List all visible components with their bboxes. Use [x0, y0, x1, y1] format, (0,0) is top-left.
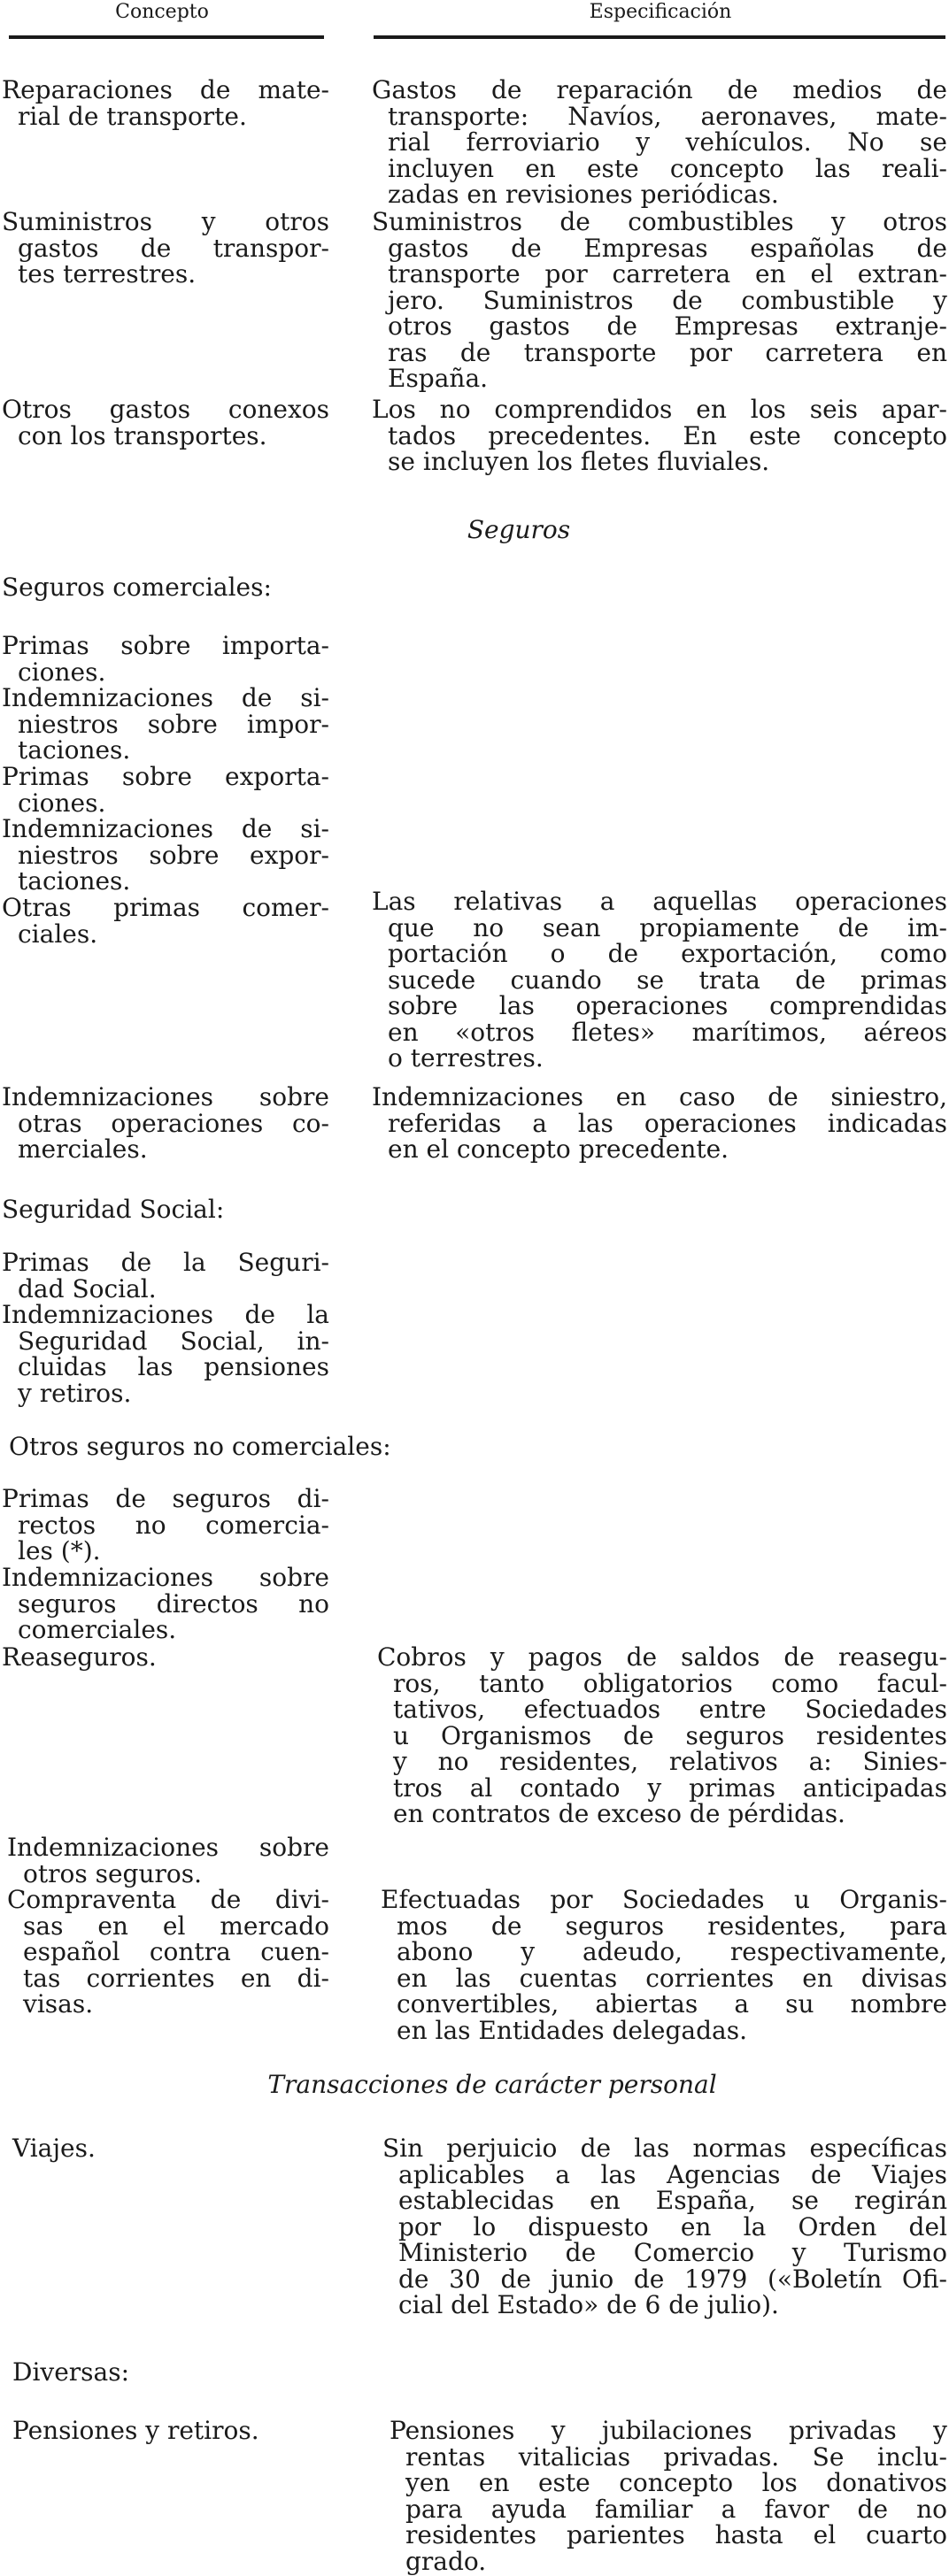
- column-header-concepto: Concepto: [115, 1, 209, 23]
- concept-reaseguros: Reaseguros.: [2, 1642, 157, 1672]
- concept-indemnizaciones-importaciones: Indemnizaciones de si- niestros sobre impor- taciones.: [2, 683, 329, 765]
- spec-suministros: Suministros de combustibles y otros gastos de Empresas españolas de transporte por carretera en el extran- jero. Suministros de combustible y otros gastos de Empresas extranje- ras de transporte por carretera en España.: [372, 207, 947, 393]
- concept-indemnizaciones-seguros-directos: Indemnizaciones sobre seguros directos no comerciales.: [2, 1563, 329, 1644]
- spec-indemnizaciones-otras-operaciones: Indemnizaciones en caso de siniestro, referidas a las operaciones indicadas en el concepto precedente.: [372, 1082, 947, 1164]
- concept-primas-seguridad-social: Primas de la Seguri- dad Social.: [2, 1248, 329, 1303]
- concept-indemnizaciones-seguridad-social: Indemnizaciones de la Seguridad Social, in- cluidas las pensiones y retiros.: [2, 1300, 329, 1408]
- spec-reaseguros: Cobros y pagos de saldos de reasegu- ros, tanto obligatorios como facul- tativos, efectuados entre Sociedades u Organismos de seguros residentes y no residentes, relativos a: Sinies- tros al contado y primas anticipadas en contratos de exceso de pérdidas.: [377, 1642, 947, 1828]
- concept-indemnizaciones-otros-seguros: Indemnizaciones sobre otros seguros.: [7, 1833, 329, 1888]
- concept-otras-primas-comerciales: Otras primas comer- ciales.: [2, 893, 329, 949]
- concept-indemnizaciones-otras-operaciones: Indemnizaciones sobre otras operaciones co- merciales.: [2, 1082, 329, 1164]
- spec-otros-gastos-conexos: Los no comprendidos en los seis apar- tados precedentes. En este concepto se incluyen los fletes fluviales.: [372, 395, 947, 476]
- header-rule-right: [374, 35, 945, 39]
- concept-primas-seguros-directos: Primas de seguros di- rectos no comercia- les (*).: [2, 1484, 329, 1565]
- concept-primas-exportaciones: Primas sobre exporta- ciones.: [2, 762, 329, 818]
- concept-otros-gastos-conexos: Otros gastos conexos con los transportes.: [2, 395, 329, 450]
- concept-viajes: Viajes.: [12, 2134, 96, 2163]
- concept-reparaciones: Reparaciones de mate- rial de transporte.: [2, 75, 329, 131]
- concept-primas-importaciones: Primas sobre importa- ciones.: [2, 631, 329, 687]
- spec-pensiones-retiros: Pensiones y jubilaciones privadas y rentas vitalicias privadas. Se inclu- yen en este concepto los donativos para ayuda familiar a favor de no residentes parientes hasta el cuarto grado.: [390, 2416, 947, 2576]
- group-diversas: Diversas:: [12, 2357, 130, 2387]
- spec-reparaciones: Gastos de reparación de medios de transporte: Navíos, aeronaves, mate- rial ferroviario y vehículos. No se incluyen en este concepto las reali- zadas en revisiones periódicas.: [372, 75, 947, 209]
- concept-pensiones-retiros: Pensiones y retiros.: [12, 2416, 259, 2445]
- section-title-seguros: Seguros: [467, 515, 571, 544]
- spec-viajes: Sin perjuicio de las normas específicas aplicables a las Agencias de Viajes establecidas en España, se regirán por lo dispuesto en la Orden del Ministerio de Comercio y Turismo de 30 de junio de 1979 («Boletín Ofi- cial del Estado» de 6 de julio).: [382, 2134, 947, 2319]
- group-seguridad-social: Seguridad Social:: [2, 1195, 225, 1224]
- spec-compraventa-divisas: Efectuadas por Sociedades u Organis- mos de seguros residentes, para abono y adeudo, respectivamente, en las cuentas corrientes en divisas convertibles, abiertas a su nombre en las Entidades delegadas.: [381, 1885, 947, 2045]
- concept-compraventa-divisas: Compraventa de divi- sas en el mercado español contra cuen- tas corrientes en di- visas.: [7, 1885, 329, 2019]
- header-rule-left: [9, 35, 324, 39]
- concept-indemnizaciones-exportaciones: Indemnizaciones de si- niestros sobre expor- taciones.: [2, 814, 329, 896]
- section-title-transacciones-personal: Transacciones de carácter personal: [267, 2070, 717, 2099]
- spec-otras-primas-comerciales: Las relativas a aquellas operaciones que no sean propiamente de im- portación o de exportación, como sucede cuando se trata de primas sobre las operaciones comprendidas en «otros fletes» marítimos, aéreos o terrestres.: [372, 887, 947, 1073]
- group-seguros-comerciales: Seguros comerciales:: [2, 573, 272, 602]
- concept-suministros: Suministros y otros gastos de transpor- tes terrestres.: [2, 207, 329, 288]
- column-header-especificacion: Especificación: [589, 1, 732, 23]
- group-otros-seguros-no-comerciales: Otros seguros no comerciales:: [9, 1432, 391, 1461]
